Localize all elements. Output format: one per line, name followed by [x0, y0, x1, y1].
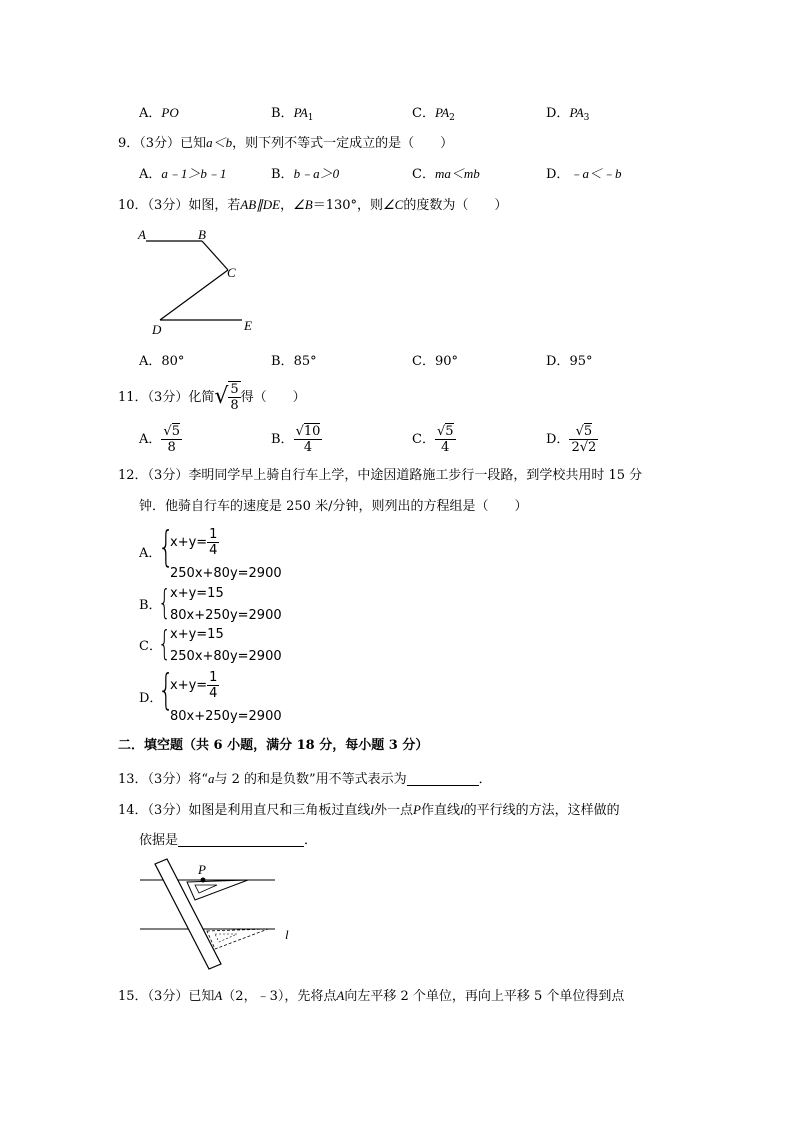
q10-option-c: C．90°	[412, 354, 458, 369]
label-e: E	[244, 318, 252, 333]
q12-option-c-system: { x+y=15 250x+80y=2900	[158, 624, 282, 664]
label-l: l	[285, 927, 289, 942]
q9-option-d: D．﹣a＜﹣b	[546, 166, 622, 182]
point-p	[201, 878, 206, 883]
q11-option-c: C． $\frac{√5}{4}$	[412, 424, 454, 455]
q12-option-a-letter: A．	[139, 546, 162, 561]
section-2-heading: 二．填空题（共 6 小题，满分 18 分，每小题 3 分）	[118, 738, 429, 753]
q8-option-b: B．$PA_1$	[271, 105, 314, 123]
q11-option-b: B． $\frac{√10}{4}$	[271, 424, 321, 455]
segment-bc	[202, 241, 228, 270]
segment-cd	[160, 270, 228, 320]
q10-option-d: D．95°	[546, 354, 593, 369]
label-p: P	[198, 862, 206, 877]
q12-stem-line2: 钟．他骑自行车的速度是 250 米/分钟，则列出的方程组是（ ）	[139, 499, 528, 514]
label-d: D	[152, 322, 162, 337]
q14-stem-line2: 依据是 ．	[139, 833, 318, 848]
q9-option-a: A．a﹣1＞b﹣1	[139, 166, 227, 182]
ruler	[155, 859, 221, 969]
q12-option-a-system: { x+y= $\frac{1}{4}$ 250x+80y=2900	[158, 522, 282, 581]
q11-stem: 11．（3分）化简√ $\frac{5}{8}$ 得（ ）	[118, 382, 306, 413]
q12-option-d-letter: D．	[139, 691, 163, 706]
q15-stem: 15．（3分）已知A（2，﹣3），先将点A向左平移 2 个单位，再向上平移 5 个单位得到点	[118, 988, 625, 1004]
q9-option-c: C．ma＜mb	[412, 166, 480, 182]
q14-stem-line1: 14．（3分）如图是利用直尺和三角板过直线l外一点P作直线l的平行线的方法，这样做的	[118, 802, 620, 818]
answer-blank[interactable]	[407, 771, 479, 786]
q10-option-b: B．85°	[271, 354, 317, 369]
q13-stem: 13．（3分）将“a与 2 的和是负数”用不等式表示为 ．	[118, 771, 492, 787]
label-b: B	[198, 227, 206, 242]
brace: {	[158, 583, 171, 623]
q11-option-d: D． $\frac{√5}{2√2}$	[546, 424, 597, 455]
triangle-top	[187, 880, 248, 900]
brace: {	[158, 665, 175, 714]
q8-option-d: D．$PA_3$	[546, 105, 590, 123]
q9-option-b: B．b﹣a＞0	[271, 166, 340, 182]
q10-stem: 10．（3分）如图，若AB∥DE，∠B＝130°，则∠C的度数为（ ）	[118, 197, 508, 213]
q12-stem-line1: 12．（3分）李明同学早上骑自行车上学，中途因道路施工步行一段路，到学校共用时 15 分	[118, 468, 643, 483]
q14-figure	[135, 858, 305, 973]
brace: {	[158, 522, 175, 571]
q12-option-d-system: { x+y= $\frac{1}{4}$ 80x+250y=2900	[158, 665, 282, 724]
q8-option-c: C．$PA_2$	[412, 105, 455, 123]
q12-option-b-letter: B．	[139, 598, 162, 613]
label-c: C	[227, 265, 236, 280]
brace: {	[158, 624, 171, 664]
triangle-top-inner	[195, 885, 217, 893]
q11-option-a: A． $\frac{√5}{8}$	[139, 424, 180, 455]
q12-option-c-letter: C．	[139, 639, 162, 654]
q10-option-a: A．80°	[139, 354, 185, 369]
label-a: A	[138, 227, 146, 242]
q12-option-b-system: { x+y=15 80x+250y=2900	[158, 583, 282, 623]
answer-blank[interactable]	[178, 832, 304, 847]
triangle-bottom-inner	[215, 934, 237, 942]
q10-figure	[130, 222, 270, 342]
triangle-bottom-dashed	[207, 929, 268, 949]
sqrt-5-over-8: √ $\frac{5}{8}$	[214, 382, 239, 413]
q9-stem: 9．（3分）已知a＜b，则下列不等式一定成立的是（ ）	[118, 135, 454, 151]
q8-option-a: A．PO	[139, 105, 179, 121]
